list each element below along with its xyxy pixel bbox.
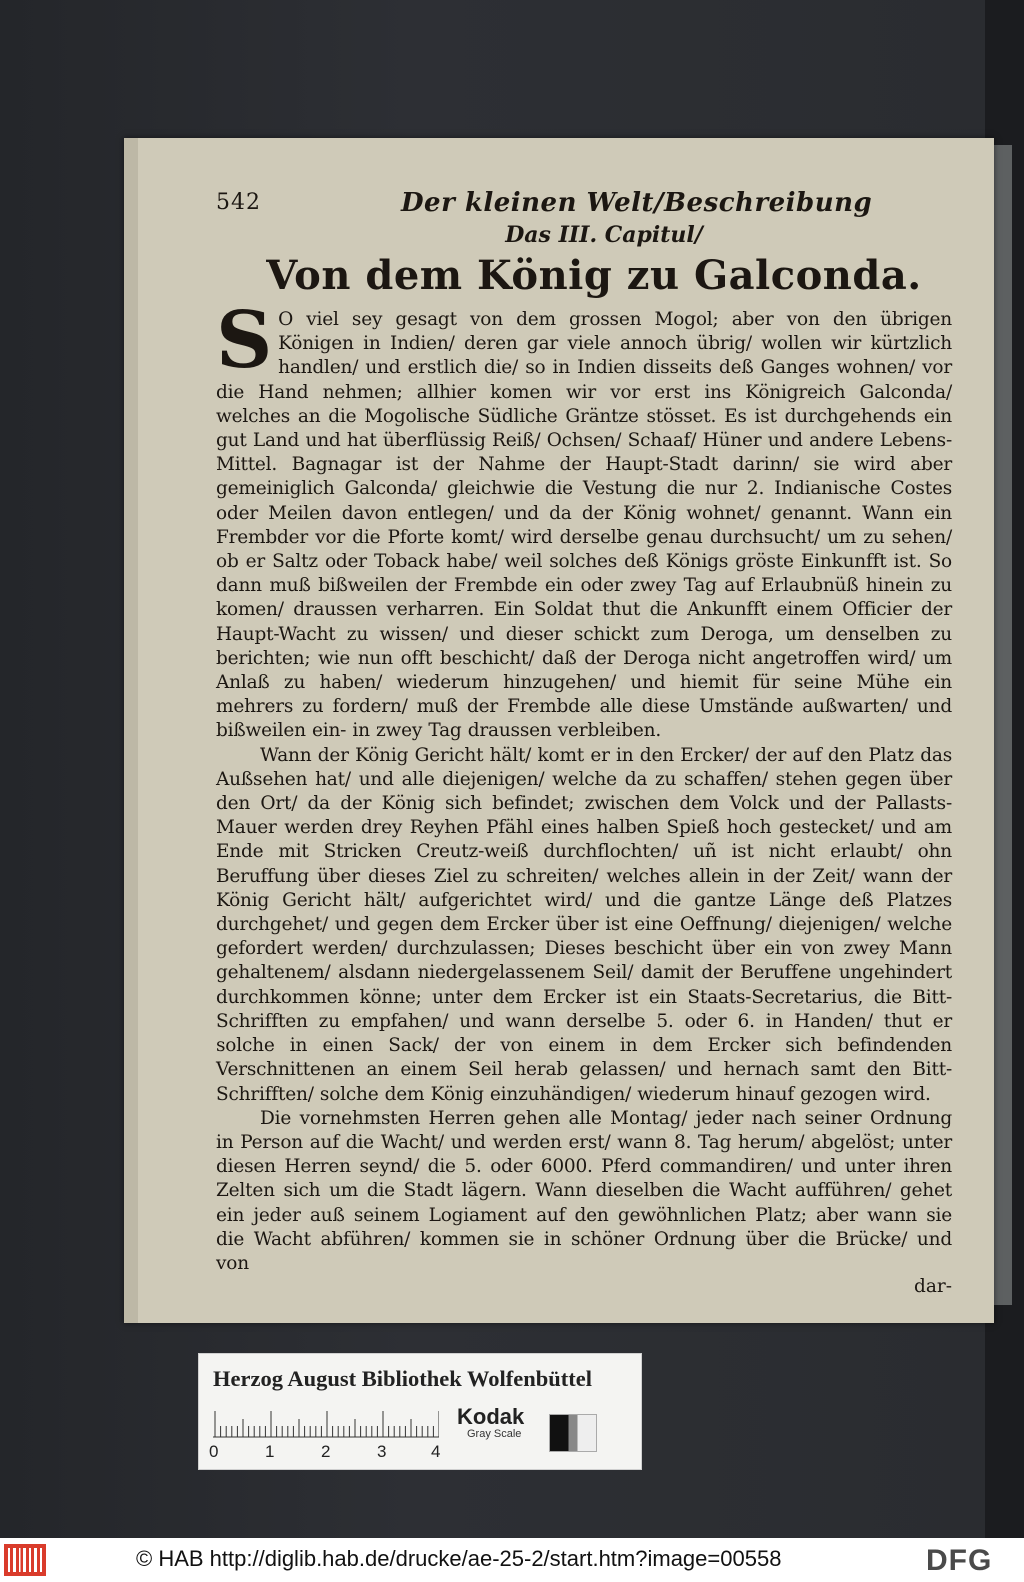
paragraph-1	[216, 295, 952, 744]
copyright-link[interactable]: © HAB http://diglib.hab.de/drucke/ae-25-2/start.htm?image=00558	[136, 1546, 782, 1571]
footer-bar	[0, 1538, 1024, 1582]
page-text-block	[216, 186, 952, 1297]
page-gutter	[124, 138, 138, 1323]
paragraph-1-text: O viel sey gesagt von dem grossen Mogol; aber von den übrigen Königen in Indien/ deren gar viele annoch übrig/ wollen wir kürtzlich handlen/ und erstlich die/ so in Indien disseits deß Ganges wohnen/ vor die Hand nehmen; allhier komen wir vor erst ins Königreich Galconda/ welches an die Mogolische Südliche Gräntze stösset. Es ist durchgehends ein gut Land und hat überflüssig Reiß/ Ochsen/ Schaaf/ Hüner und andere Lebens-Mittel. Bagnagar ist der Nahme der Haupt-Stadt darinn/ sie wird aber gemeiniglich Galconda/ gleichwie die Vestung die nur 2. Indianische Costes oder Meilen davon entlegen/ und da der König wohnet/ genannt. Wann ein Frembder vor die Pforte komt/ wird derselbe genau durchsucht/ um zu sehen/ ob er Saltz oder Toback habe/ weil solches deß Königs gröste Einkunfft ist. So dann muß bißweilen der Frembde ein oder zwey Tag auf Erlaubnüß hinein zu komen/ draussen verharren. Ein Soldat thut die Ankunfft einem Officier der Haupt-Wacht zu wissen/ und dieser schickt zum Deroga, um denselben zu berichten; wie nun offt beschicht/ daß der Deroga nicht angetroffen wird/ um Anlaß zu haben/ wiederum hinzugehen/ und hiemit für seine Mühe ein mehrers zu fordern/ muß der Frembde alle diese Umstände außwarten/ und bißweilen ein- in zwey Tag draussen verbleiben.	[216, 309, 952, 742]
barcode-icon	[4, 1544, 46, 1576]
ruler-label-0: 0	[209, 1442, 219, 1461]
ruler-label-3: 3	[377, 1442, 387, 1461]
chapter-label: Das III. Capitul/	[505, 222, 703, 248]
kodak-logo: Kodak	[457, 1404, 525, 1429]
paragraph-3: Die vornehmsten Herren gehen alle Montag/ jeder nach seiner Ordnung in Person auf die Wacht/ und werden erst/ wann 8. Tag herum/ abgelöst; unter diesen Herren seynd/ die 5. oder 6000. Pferd commandiren/ und unter ihren Zelten sich um die Stadt lägern. Wann dieselben die Wacht aufführen/ gehet ein jeder auß seinem Logiament auf den gewöhnlichen Platz; aber wann sie die Wacht abführen/ kommen sie in schöner Ordnung über die Brücke/ und von	[216, 1107, 952, 1274]
chapter-title: Von dem König zu Galconda.	[266, 252, 922, 299]
ruler-labels	[209, 1442, 449, 1464]
library-label-card	[198, 1353, 642, 1470]
page-number: 542	[216, 190, 261, 215]
scale-ruler	[213, 1408, 439, 1438]
ruler-label-1: 1	[265, 1442, 275, 1461]
library-name: Herzog August Bibliothek Wolfenbüttel	[213, 1366, 592, 1391]
running-title: Der kleinen Welt/Beschreibung	[401, 188, 873, 218]
ruler-label-2: 2	[321, 1442, 331, 1461]
kodak-subtitle: Gray Scale	[467, 1428, 522, 1440]
adjacent-page-edge	[992, 145, 1012, 1305]
page-header	[216, 186, 952, 220]
drop-cap: S	[216, 295, 273, 386]
ruler-label-4: 4	[431, 1442, 441, 1461]
dfg-logo: DFG	[926, 1544, 993, 1577]
paragraph-2: Wann der König Gericht hält/ komt er in den Ercker/ der auf den Platz das Außsehen hat/ und alle diejenigen/ welche da zu schaffen/ stehen gegen über den Ort/ da der König sich befindet; zwischen dem Volck und der Pallasts-Mauer werden drey Reyhen Pfähl eines halben Spieß hoch gestecket/ und am Ende mit Stricken Creutz-weiß durchflochten/ uñ ist nicht erlaubt/ ohn Beruffung über dieses Ziel zu schreiten/ welches allein in der Zeit/ wann der König Gericht hält/ aufgerichtet wird/ und die gantze Länge deß Platzes durchgehet/ und gegen dem Ercker über ist eine Oeffnung/ diejenigen/ welche gefordert werden/ durchzulassen; Dieses beschicht über ein von zwey Mann gehaltenem/ alsdann niedergelassenem Seil/ damit der Beruffene ungehindert durchkommen könne; unter dem Ercker ist ein Staats-Secretarius, die Bitt-Schrifften zu empfahen/ und wann derselbe 5. oder 6. in Handen/ thut er solche in einen Sack/ der von einem in dem Ercker sich befindenden Verschnittenen an einem Seil herab gelassen/ und hernach samt den Bitt-Schrifften/ solche dem König einzuhändigen/ wiederum hinauf gezogen wird.	[216, 744, 952, 1105]
gray-scale-patch	[549, 1414, 597, 1452]
catchword: dar-	[914, 1276, 952, 1298]
body-text	[216, 295, 952, 1276]
